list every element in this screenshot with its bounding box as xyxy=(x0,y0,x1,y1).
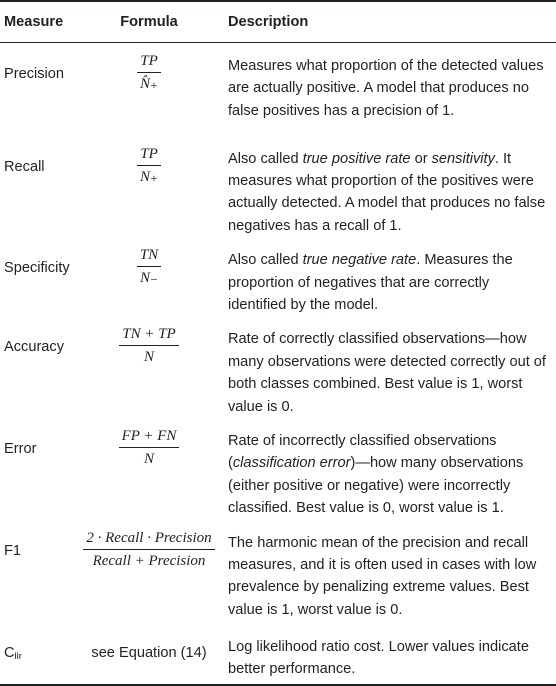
measure-cell: Precision xyxy=(4,66,65,82)
denominator: N xyxy=(143,450,154,467)
measure-cell: Recall xyxy=(4,158,45,175)
description-text: . Measures the proportion of negatives that are correctly identified by the model. xyxy=(228,252,513,313)
measure-cell: Specificity xyxy=(4,260,70,277)
table-row-cllr xyxy=(0,630,556,686)
description-cell xyxy=(218,418,556,520)
description-text: Rate of correctly classified observations—how many observations were detected correctly out of both classes combined. Best value is 1, worst value is 0. xyxy=(228,331,546,415)
numerator: TN + TP xyxy=(119,326,178,346)
measure-cell: Error xyxy=(4,440,37,457)
formula-cell xyxy=(80,418,218,520)
description-text: Log likelihood ratio cost. Lower values indicate better performance. xyxy=(228,638,529,677)
denominator: N₋ xyxy=(140,270,158,287)
table-row-precision xyxy=(0,43,556,136)
fraction xyxy=(83,530,214,570)
measure-cell: F1 xyxy=(4,542,22,559)
formula-cell xyxy=(80,136,218,238)
fraction xyxy=(137,146,161,186)
description-emphasis: sensitivity xyxy=(431,150,495,167)
table-row-f1 xyxy=(0,520,556,630)
numerator: TP xyxy=(137,53,161,73)
formula-cell xyxy=(80,316,218,418)
description-emphasis: classification error xyxy=(232,455,351,472)
denominator: N̂₊ xyxy=(140,76,158,92)
numerator: TN xyxy=(137,247,161,267)
measure-subscript: llr xyxy=(14,650,22,662)
table-row-recall xyxy=(0,136,556,238)
measure-cell xyxy=(0,630,80,686)
description-text: The harmonic mean of the precision and recall measures, and it is often used in cases with low prevalence by penalizing extreme values. Best value is 1, worst value is 0. xyxy=(228,534,537,618)
header-formula: Formula xyxy=(80,1,218,43)
fraction xyxy=(137,53,161,93)
description-cell xyxy=(218,43,556,136)
numerator: 2 · Recall · Precision xyxy=(83,530,214,550)
description-text: Rate of incorrectly classified observations ( xyxy=(228,432,497,472)
description-emphasis: true negative rate xyxy=(302,252,417,269)
numerator: FP + FN xyxy=(119,428,180,448)
table-row-specificity xyxy=(0,237,556,316)
header-row xyxy=(0,1,556,43)
fraction xyxy=(119,326,178,366)
description-cell xyxy=(218,237,556,316)
description-text: Also called xyxy=(228,150,303,167)
numerator: TP xyxy=(137,146,161,166)
header-description: Description xyxy=(218,1,556,43)
description-cell xyxy=(218,520,556,630)
description-emphasis: true positive rate xyxy=(302,150,411,167)
fraction xyxy=(119,428,180,468)
description-text: Also called xyxy=(228,252,303,269)
fraction xyxy=(137,247,161,287)
denominator: N xyxy=(143,349,154,366)
formula-cell xyxy=(80,43,218,136)
denominator: Recall + Precision xyxy=(92,552,206,569)
description-cell xyxy=(218,630,556,686)
formula-cell xyxy=(80,520,218,630)
measure-cell: Accuracy xyxy=(4,339,65,356)
header-measure: Measure xyxy=(0,1,80,43)
measure-symbol: C xyxy=(4,644,15,661)
description-text: )—how many observations (either positive or negative) were incorrectly classified. Best value is 0, worst value is 1. xyxy=(228,455,524,517)
table-row-accuracy xyxy=(0,316,556,418)
denominator: N₊ xyxy=(140,168,158,185)
table-row-error xyxy=(0,418,556,520)
formula-cell xyxy=(80,630,218,686)
description-text: . It measures what proportion of the positives were actually detected. A model that produces no false negatives has a recall of 1. xyxy=(228,150,546,234)
description-text: or xyxy=(410,150,432,167)
description-cell xyxy=(218,316,556,418)
description-cell xyxy=(218,136,556,238)
description-text: Measures what proportion of the detected values are actually positive. A model that produces no false positives has a precision of 1. xyxy=(228,58,544,119)
formula-cell xyxy=(80,237,218,316)
equation-reference: see Equation (14) xyxy=(91,644,207,661)
